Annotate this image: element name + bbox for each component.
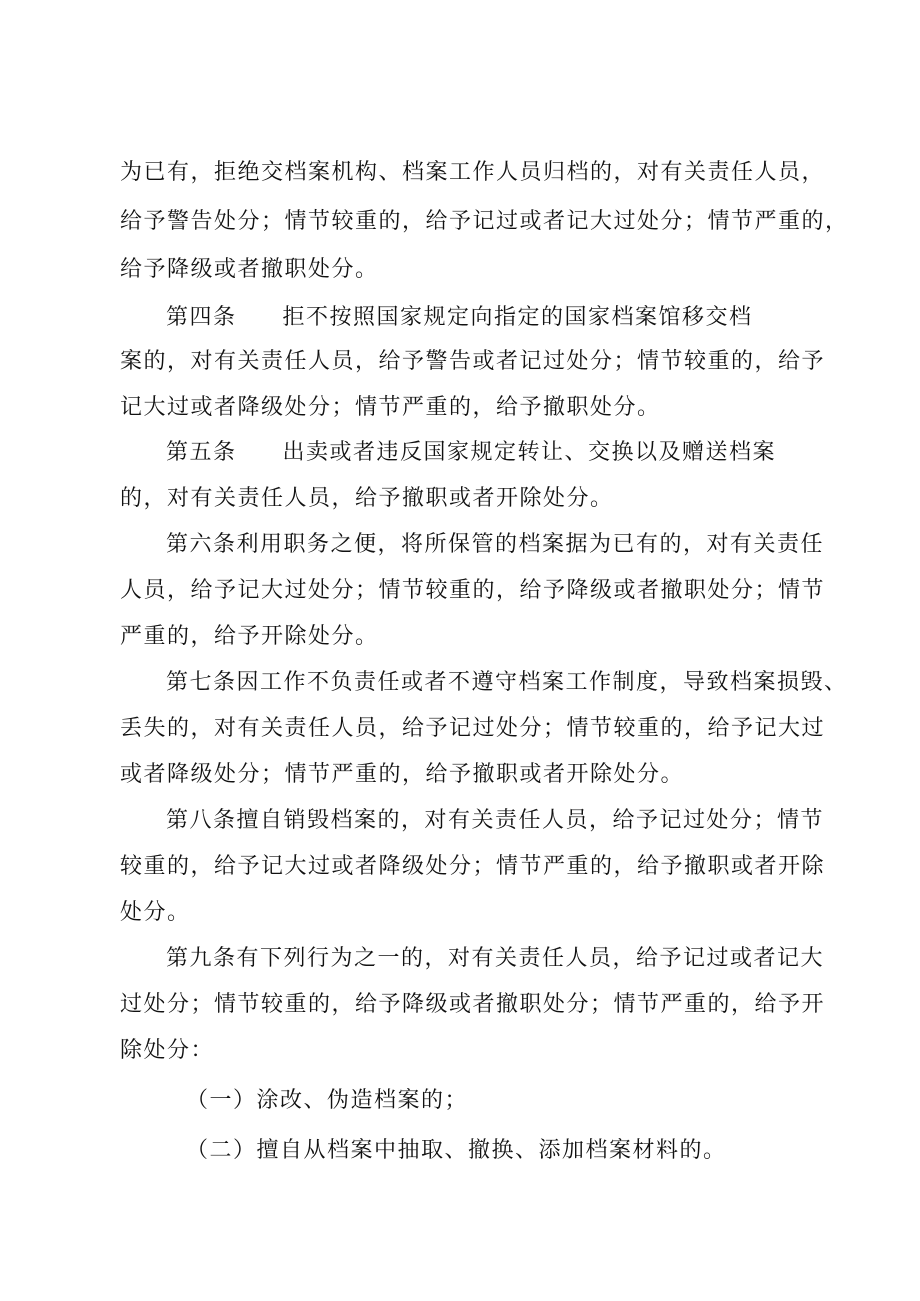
text-line: 过处分；情节较重的，给予降级或者撤职处分；情节严重的，给予开 <box>120 992 826 1017</box>
text-line: 给予警告处分；情节较重的，给予记过或者记大过处分；情节严重的， <box>120 209 849 234</box>
list-item: （一）涂改、伪造档案的； <box>186 1088 469 1113</box>
text-line: 记大过或者降级处分；情节严重的，给予撤职处分。 <box>120 395 661 420</box>
list-item: （二）擅自从档案中抽取、撤换、添加档案材料的。 <box>186 1138 727 1163</box>
text-line: 人员，给予记大过处分；情节较重的，给予降级或者撤职处分；情节 <box>120 578 826 603</box>
article-8-line: 第八条擅自销毁档案的，对有关责任人员，给予记过处分；情节 <box>166 808 825 833</box>
article-4-line <box>166 303 753 333</box>
text-line: 案的，对有关责任人员，给予警告或者记过处分；情节较重的，给予 <box>120 349 826 374</box>
text-line: 为已有，拒绝交档案机构、档案工作人员归档的，对有关责任人员， <box>120 160 826 185</box>
text-line: 严重的，给予开除处分。 <box>120 624 379 649</box>
article-5-line <box>166 438 776 468</box>
article-4-text: 拒不按照国家规定向指定的国家档案馆移交档 <box>282 305 753 330</box>
article-5-heading: 第五条 <box>166 440 237 465</box>
text-line: 的，对有关责任人员，给予撤职或者开除处分。 <box>120 486 614 511</box>
text-line: 给予降级或者撤职处分。 <box>120 257 379 282</box>
article-5-text: 出卖或者违反国家规定转让、交换以及赠送档案 <box>282 440 777 465</box>
text-line: 较重的，给予记大过或者降级处分；情节严重的，给予撤职或者开除 <box>120 854 826 879</box>
article-7-line: 第七条因工作不负责任或者不遵守档案工作制度，导致档案损毁、 <box>166 670 848 695</box>
text-line: 处分。 <box>120 900 191 925</box>
text-line: 或者降级处分；情节严重的，给予撤职或者开除处分。 <box>120 762 685 787</box>
text-line: 除处分： <box>120 1038 215 1063</box>
article-4-heading: 第四条 <box>166 305 237 330</box>
text-line: 丢失的，对有关责任人员，给予记过处分；情节较重的，给予记大过 <box>120 716 826 741</box>
article-9-line: 第九条有下列行为之一的，对有关责任人员，给予记过或者记大 <box>166 946 825 971</box>
article-6-line: 第六条利用职务之便，将所保管的档案据为已有的，对有关责任 <box>166 532 825 557</box>
